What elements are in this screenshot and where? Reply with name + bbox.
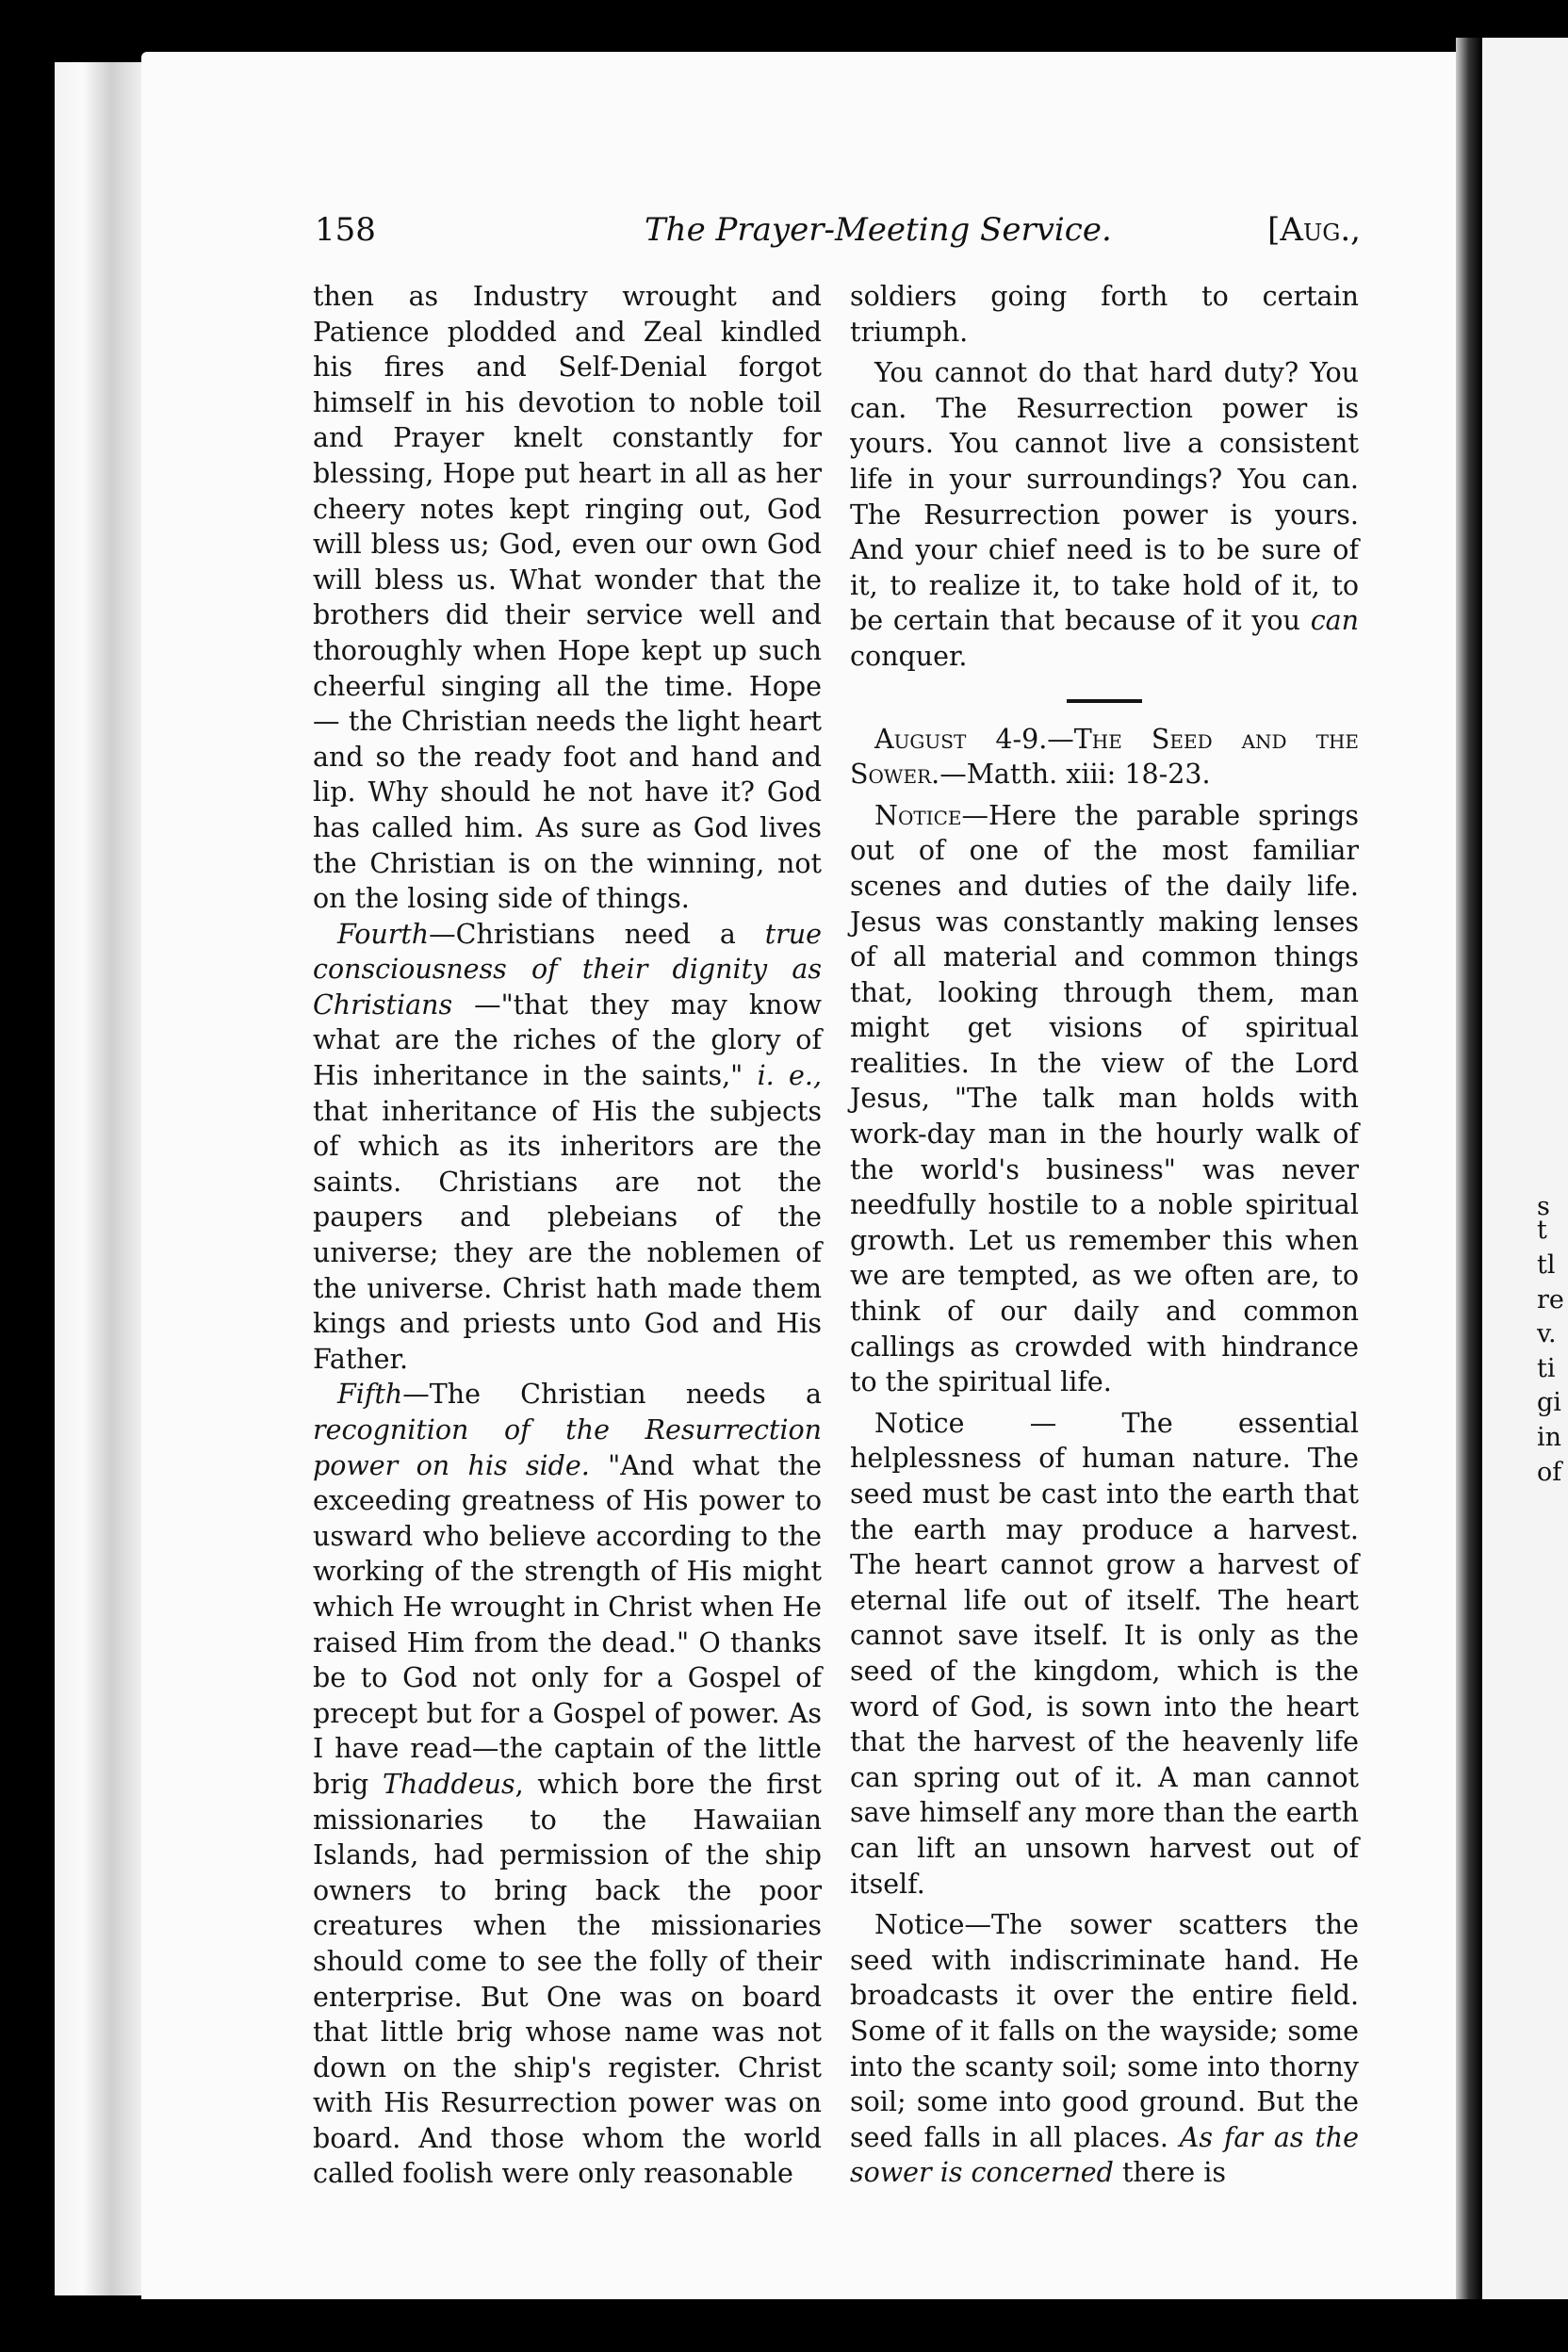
paragraph: Notice — The essential helplessness of human nature. The seed must be cast into the earth that the earth may produce a harvest. The heart cannot grow a harvest of eternal life out of itself. The heart cannot save itself. It is only as the seed of the kingdom, which is the word of God, is sown into the heart that the harvest of the heavenly life can spring out of it. A man cannot save himself any more than the earth can lift an unsown harvest out of itself. — [850, 1407, 1359, 1900]
paragraph: then as Industry wrought and Patience plodded and Zeal kindled his fires and Self-Denial forgot himself in his devotion to noble toil and Prayer knelt constantly for blessing, Hope put heart in all as her cheery notes kept ringing out, God will bless us; God, even our own God will bless us. What wonder that the brothers did their service well and thoroughly when Hope kept up such cheerful singing all the time. Hope — the Christian needs the light heart and so the ready foot and hand and lip. Why should he not have it? God has called him. As sure as God lives the Christian is on the winning, not on the losing side of things. — [313, 281, 822, 915]
running-title: The Prayer-Meeting Service. — [645, 211, 1112, 249]
paragraph: soldiers going forth to certain triumph. — [850, 281, 1359, 348]
emphasis: true consciousness of their dignity as Christians — [313, 918, 822, 1021]
section-heading — [850, 722, 1359, 792]
paragraph: You cannot do that hard duty? You can. The Resurrection power is yours. You cannot live a consistent life in your surroundings? You can. The Resurrection power is yours. And your chief need is to be sure of it, to realize it, to take hold of it, to be certain that because of it you can conquer. — [850, 357, 1359, 672]
facing-letter: re — [1537, 1285, 1564, 1315]
paragraph: Notice—Here the parable springs out of one of the most familiar scenes and duties of the daily life. Jesus was constantly making lenses of all material and common things that, looking through them, man might get visions of spiritual realities. In the view of the Lord Jesus, "The talk man holds with work-day man in the hourly walk of the world's business" was never needfully hostile to a noble spiritual growth. Let us remember this when we are tempted, as we often are, to think of our daily and common callings as crowded with hindrance to the spiritual life. — [850, 799, 1359, 1398]
facing-page-fragment — [1482, 38, 1568, 2299]
section-title: —The Seed and the Sower. — [850, 723, 1359, 791]
paragraph-lead: Notice — [874, 799, 962, 831]
emphasis: recognition of the Resurrection power on his side. — [313, 1414, 822, 1481]
facing-letter: ti — [1537, 1354, 1556, 1383]
right-column — [850, 279, 1359, 2191]
paragraph: Notice—The sower scatters the seed with indiscriminate hand. He broadcasts it over the entire field. Some of it falls on the wayside; some into the scanty soil; some into thorny soil; some into good ground. But the seed falls in all places. As far as the sower is concerned there is — [850, 1909, 1359, 2189]
scan-border-bottom — [0, 2299, 1568, 2352]
scan-border-left — [0, 0, 55, 2352]
emphasis: can — [1310, 605, 1359, 637]
facing-letter: gi — [1537, 1388, 1561, 1417]
facing-letter: in — [1537, 1423, 1562, 1452]
facing-letter: v. — [1537, 1319, 1557, 1348]
emphasis: As far as the sower is concerned — [850, 2121, 1359, 2189]
ship-name: Thaddeus — [382, 1768, 515, 1800]
facing-letter: of — [1537, 1458, 1562, 1487]
paragraph-lead: Fourth — [337, 918, 430, 950]
page-number: 158 — [315, 211, 376, 249]
running-head — [315, 211, 1361, 258]
facing-letter: t — [1537, 1216, 1547, 1245]
paragraph: Fifth—The Christian needs a recognition of the Resurrection power on his side. "And what the exceeding greatness of His power to usward who believe according to the working of the strength of His might which He wrought in Christ when He raised Him from the dead." O thanks be to God not only for a Gospel of precept but for a Gospel of power. As I have read—the captain of the little brig Thaddeus, which bore the first missionaries to the Hawaiian Islands, had permission of the ship owners to bring back the poor creatures when the missionaries should come to see the folly of their enterprise. But One was on board that little brig whose name was not down on the ship's register. Christ with His Resurrection power was on board. And those whom the world called foolish were only reasonable — [313, 1379, 822, 2190]
left-column — [313, 279, 822, 2192]
page-edge-stack — [55, 62, 149, 2295]
paragraph-lead: Fifth — [337, 1379, 403, 1411]
facing-letter: s — [1537, 1192, 1550, 1221]
facing-letter: tl — [1537, 1250, 1556, 1280]
book-gutter — [1456, 38, 1482, 2299]
running-month: [Aug., — [1267, 211, 1361, 249]
section-date: August 4-9. — [874, 723, 1048, 755]
scripture-reference: —Matth. xiii: 18-23. — [939, 759, 1211, 791]
section-divider — [1067, 699, 1142, 703]
paragraph: Fourth—Christians need a true consciousness of their dignity as Christians —"that they may know what are the riches of the glory of His inheritance in the saints," i. e., that inheritance of His the subjects of which as its inheritors are the saints. Christians are not the paupers and plebeians of the universe; they are the noblemen of the universe. Christ hath made them kings and priests unto God and His Father. — [313, 918, 823, 1375]
emphasis: i. e., — [757, 1060, 823, 1092]
